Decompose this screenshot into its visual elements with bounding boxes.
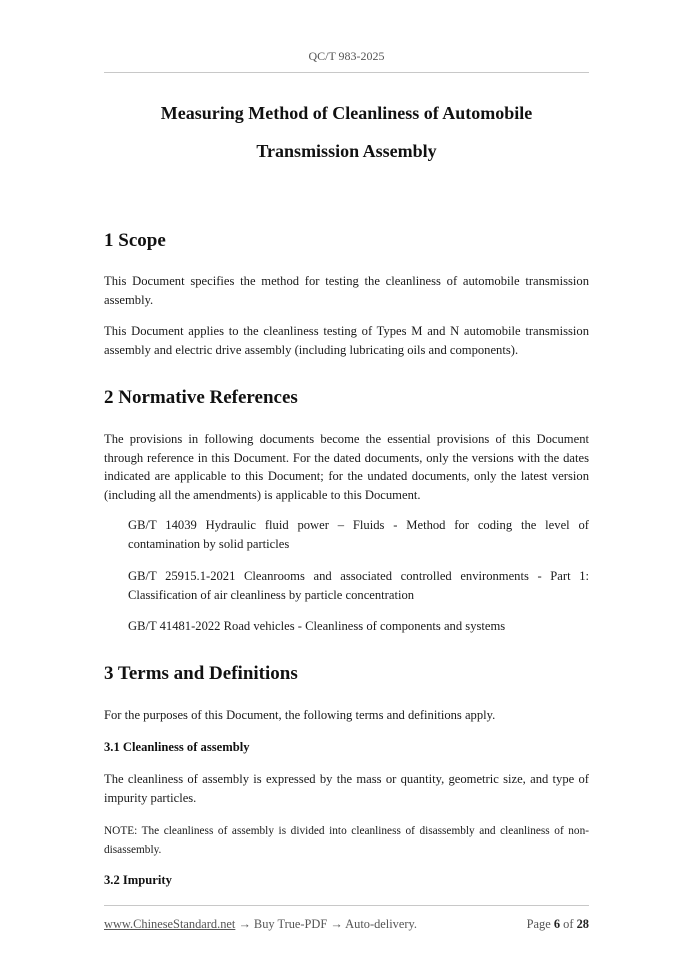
scope-paragraph-1: This Document specifies the method for testing the cleanliness of automobile transmission assembly. (104, 274, 589, 307)
footer-promo-trail: → Buy True-PDF → Auto-delivery. (235, 917, 417, 931)
page-label: Page (526, 917, 551, 931)
section-heading-normative-references: 2 Normative References (104, 387, 298, 408)
scope-paragraph-2: This Document applies to the cleanliness testing of Types M and N automobile transmission assembly and electric drive assembly (including lubricating oils and components). (104, 324, 589, 357)
reference-item-gbt-25915: GB/T 25915.1-2021 Cleanrooms and associated controlled environments - Part 1: Classification of air cleanliness by particle concentration (128, 569, 589, 602)
subsection-heading-impurity: 3.2 Impurity (104, 873, 172, 887)
section-heading-terms-definitions: 3 Terms and Definitions (104, 663, 298, 684)
terms-intro-paragraph: For the purposes of this Document, the following terms and definitions apply. (104, 708, 496, 722)
normative-intro-paragraph: The provisions in following documents become the essential provisions of this Document through reference in this Document. For the dated documents, only the versions with the dates indicated are applicable to this Document; for the undated documents, only the latest version (including all the amendments) is applicable to this Document. (104, 432, 589, 502)
header-divider (104, 72, 589, 73)
reference-item-gbt-14039: GB/T 14039 Hydraulic fluid power – Fluids - Method for coding the level of contamination by solid particles (128, 518, 589, 551)
page-number (527, 917, 589, 932)
cleanliness-note: NOTE: The cleanliness of assembly is divided into cleanliness of disassembly and cleanliness of non-disassembly. (104, 825, 589, 856)
document-title-line-2: Transmission Assembly (256, 141, 437, 161)
chinesestandard-link[interactable]: www.ChineseStandard.net (104, 917, 236, 931)
section-heading-scope: 1 Scope (104, 230, 166, 251)
page-of-label: of (563, 917, 574, 931)
subsection-heading-cleanliness-of-assembly: 3.1 Cleanliness of assembly (104, 740, 250, 754)
document-code: QC/T 983-2025 (308, 49, 385, 63)
page-current: 6 (553, 917, 561, 931)
reference-item-gbt-41481: GB/T 41481-2022 Road vehicles - Cleanliness of components and systems (128, 619, 506, 633)
page-total: 28 (576, 917, 589, 931)
footer-divider (104, 905, 589, 906)
footer-promo (104, 917, 417, 932)
cleanliness-definition-paragraph: The cleanliness of assembly is expressed by the mass or quantity, geometric size, and type of impurity particles. (104, 772, 589, 805)
document-title-line-1: Measuring Method of Cleanliness of Automobile (160, 103, 533, 123)
